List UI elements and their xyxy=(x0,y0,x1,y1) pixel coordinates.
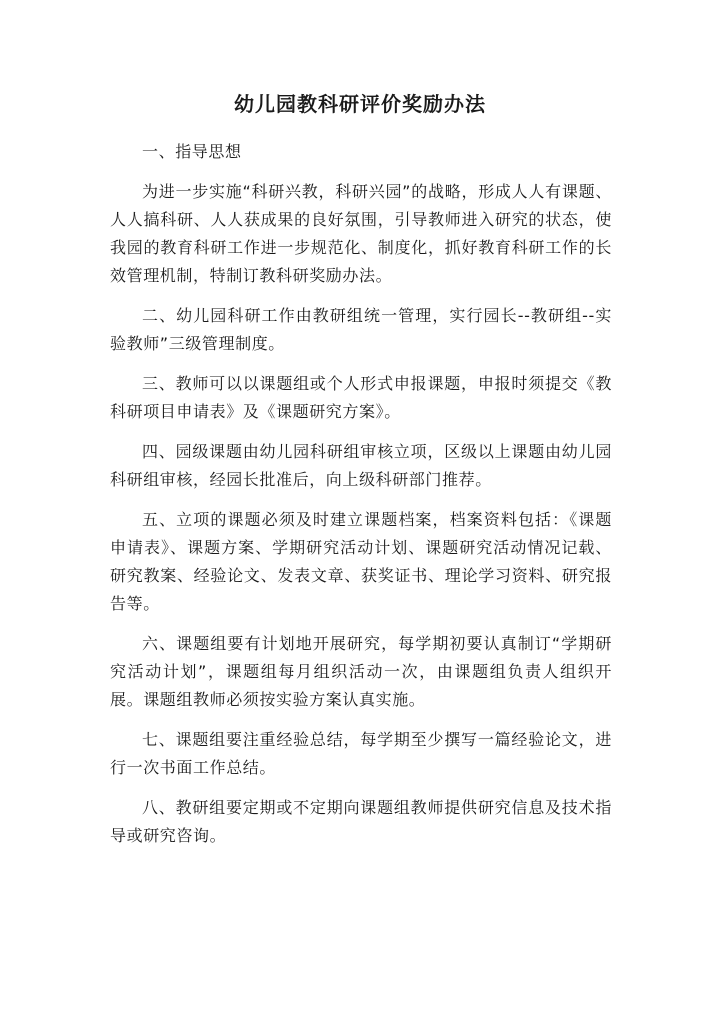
section-heading-guiding-ideology: 一、指导思想 xyxy=(142,142,242,161)
paragraph-item-6: 六、课题组要有计划地开展研究，每学期初要认真制订“学期研究活动计划”，课题组每月组织活动一次，由课题组负责人组织开展。课题组教师必须按实验方案认真实施。 xyxy=(110,634,612,709)
paragraph-item-4: 四、园级课题由幼儿园科研组审核立项，区级以上课题由幼儿园科研组审核，经园长批准后，向上级科研部门推荐。 xyxy=(110,442,612,489)
paragraph-item-3: 三、教师可以以课题组或个人形式申报课题，申报时须提交《教科研项目申请表》及《课题研究方案》。 xyxy=(110,374,612,421)
paragraph-purpose: 为进一步实施“科研兴教，科研兴园”的战略，形成人人有课题、人人搞科研、人人获成果的良好氛围，引导教师进入研究的状态，使我园的教育科研工作进一步规范化、制度化，抓好教育科研工作的长效管理机制，特制订教科研奖励办法。 xyxy=(110,182,612,285)
paragraph-item-8: 八、教研组要定期或不定期向课题组教师提供研究信息及技术指导或研究咨询。 xyxy=(110,798,612,845)
paragraph-item-5: 五、立项的课题必须及时建立课题档案，档案资料包括：《课题申请表》、课题方案、学期研究活动计划、课题研究活动情况记载、研究教案、经验论文、发表文章、获奖证书、理论学习资料、研究报告等。 xyxy=(110,510,612,613)
document-body xyxy=(110,138,612,862)
paragraph-item-2: 二、幼儿园科研工作由教研组统一管理，实行园长--教研组--实验教师”三级管理制度。 xyxy=(110,306,612,353)
document-title: 幼儿园教科研评价奖励办法 xyxy=(234,92,486,116)
paragraph-item-7: 七、课题组要注重经验总结，每学期至少撰写一篇经验论文，进行一次书面工作总结。 xyxy=(110,730,612,777)
